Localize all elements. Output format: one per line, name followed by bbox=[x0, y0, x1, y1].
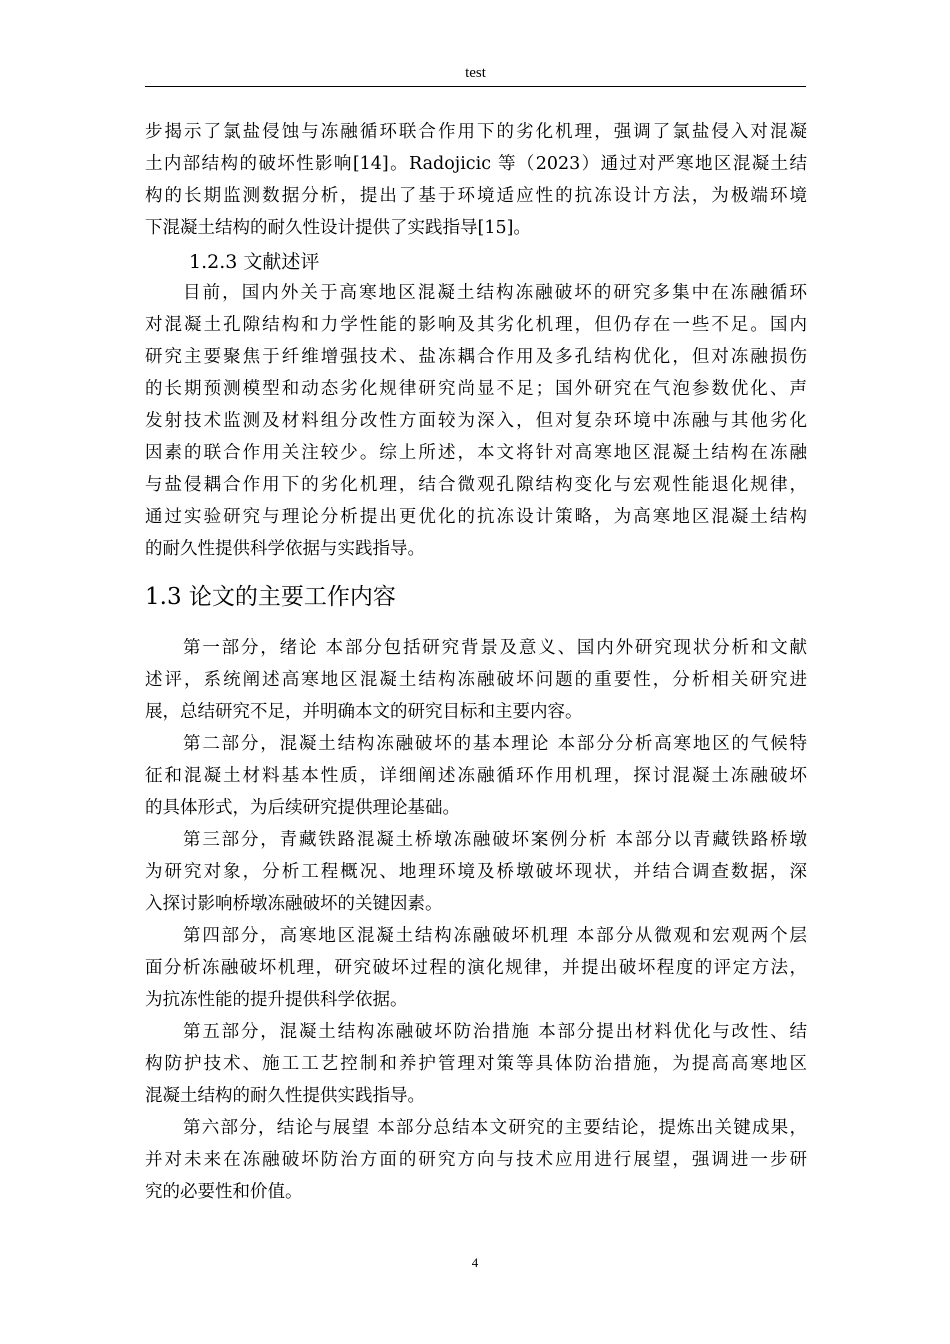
paragraph-line: 构的长期监测数据分析，提出了基于环境适应性的抗冻设计方法，为极端环境 bbox=[145, 186, 807, 206]
paragraph-line: 第一部分，绪论 本部分包括研究背景及意义、国内外研究现状分析和文献 bbox=[183, 638, 807, 658]
subsection-heading: 1.2.3 文献述评 bbox=[189, 251, 320, 273]
paragraph-line: 与盐侵耦合作用下的劣化机理，结合微观孔隙结构变化与宏观性能退化规律， bbox=[145, 475, 807, 495]
paragraph-line: 步揭示了氯盐侵蚀与冻融循环联合作用下的劣化机理，强调了氯盐侵入对混凝 bbox=[145, 122, 807, 142]
paragraph-line: 目前，国内外关于高寒地区混凝土结构冻融破坏的研究多集中在冻融循环 bbox=[183, 283, 807, 303]
page-header-title: test bbox=[465, 65, 486, 81]
section-heading: 1.3 论文的主要工作内容 bbox=[145, 584, 396, 610]
paragraph-line: 并对未来在冻融破坏防治方面的研究方向与技术应用进行展望，强调进一步研 bbox=[145, 1150, 807, 1170]
paragraph-line: 的长期预测模型和动态劣化规律研究尚显不足；国外研究在气泡参数优化、声 bbox=[145, 379, 807, 399]
paragraph-line: 的具体形式，为后续研究提供理论基础。 bbox=[145, 798, 460, 818]
paragraph-line: 通过实验研究与理论分析提出更优化的抗冻设计策略，为高寒地区混凝土结构 bbox=[145, 507, 807, 527]
paragraph-line: 展，总结研究不足，并明确本文的研究目标和主要内容。 bbox=[145, 702, 583, 722]
paragraph-line: 第二部分，混凝土结构冻融破坏的基本理论 本部分分析高寒地区的气候特 bbox=[183, 734, 807, 754]
paragraph-line: 究的必要性和价值。 bbox=[145, 1182, 303, 1202]
paragraph-line: 下混凝土结构的耐久性设计提供了实践指导[15]。 bbox=[145, 218, 531, 238]
paragraph-line: 面分析冻融破坏机理，研究破坏过程的演化规律，并提出破坏程度的评定方法， bbox=[145, 958, 807, 978]
paragraph-line: 因素的联合作用关注较少。综上所述，本文将针对高寒地区混凝土结构在冻融 bbox=[145, 443, 807, 463]
paragraph-line: 第六部分，结论与展望 本部分总结本文研究的主要结论，提炼出关键成果， bbox=[183, 1118, 807, 1138]
paragraph-line: 第五部分，混凝土结构冻融破坏防治措施 本部分提出材料优化与改性、结 bbox=[183, 1022, 807, 1042]
page-number: 4 bbox=[471, 1255, 479, 1270]
paragraph-line: 第四部分，高寒地区混凝土结构冻融破坏机理 本部分从微观和宏观两个层 bbox=[183, 926, 807, 946]
paragraph-line: 混凝土结构的耐久性提供实践指导。 bbox=[145, 1086, 425, 1106]
paragraph-line: 述评，系统阐述高寒地区混凝土结构冻融破坏问题的重要性，分析相关研究进 bbox=[145, 670, 807, 690]
paragraph-line: 发射技术监测及材料组分改性方面较为深入，但对复杂环境中冻融与其他劣化 bbox=[145, 411, 807, 431]
paragraph-line: 对混凝土孔隙结构和力学性能的影响及其劣化机理，但仍存在一些不足。国内 bbox=[145, 315, 807, 335]
paragraph-line: 征和混凝土材料基本性质，详细阐述冻融循环作用机理，探讨混凝土冻融破坏 bbox=[145, 766, 807, 786]
header-rule bbox=[145, 86, 806, 87]
paragraph-line: 构防护技术、施工工艺控制和养护管理对策等具体防治措施，为提高高寒地区 bbox=[145, 1054, 807, 1074]
paragraph-line: 土内部结构的破坏性影响[14]。Radojicic 等（2023）通过对严寒地区混凝土结 bbox=[145, 154, 807, 174]
paragraph-line: 入探讨影响桥墩冻融破坏的关键因素。 bbox=[145, 894, 443, 914]
paragraph-line: 研究主要聚焦于纤维增强技术、盐冻耦合作用及多孔结构优化，但对冻融损伤 bbox=[145, 347, 807, 367]
paragraph-line: 的耐久性提供科学依据与实践指导。 bbox=[145, 539, 425, 559]
paragraph-line: 为研究对象，分析工程概况、地理环境及桥墩破坏现状，并结合调查数据，深 bbox=[145, 862, 807, 882]
paragraph-line: 第三部分，青藏铁路混凝土桥墩冻融破坏案例分析 本部分以青藏铁路桥墩 bbox=[183, 830, 807, 850]
paragraph-line: 为抗冻性能的提升提供科学依据。 bbox=[145, 990, 408, 1010]
